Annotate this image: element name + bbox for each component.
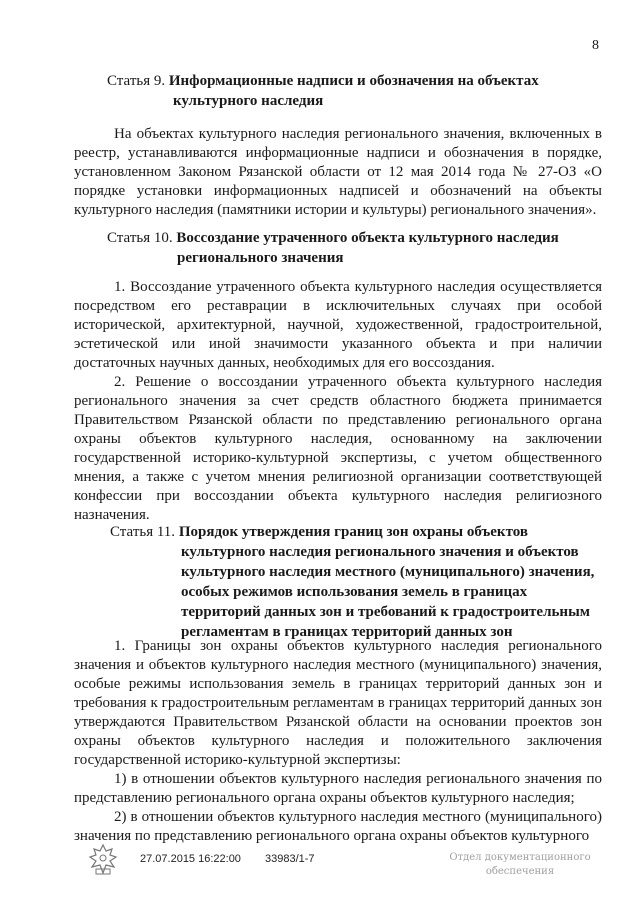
article-11-title-line-2: культурного наследия регионального значения и объектов <box>181 544 579 560</box>
article-9-paragraph-1: На объектах культурного наследия регионального значения, включенных в реестр, устанавливаются информационные надписи и обозначения в порядке, установленном Законом Рязанской области от 12 мая 2014 года № 27-ОЗ «О порядке установки информационных надписей и обозначений на объекты культурного наследия (памятники истории и культуры) регионального значения». <box>74 126 602 218</box>
article-10-title-line-1: Воссоздание утраченного объекта культурного наследия <box>176 230 559 246</box>
article-10-label: Статья 10. <box>107 230 173 246</box>
article-10-body <box>74 278 602 525</box>
article-11-body <box>74 637 602 846</box>
article-11-title-line-5: территорий данных зон и требований к градостроительным <box>181 604 590 620</box>
article-9-title-line-2: культурного наследия <box>173 93 324 109</box>
stamp-line-2: обеспечения <box>485 866 555 877</box>
article-11-title-line-4: особых режимов использования земель в границах <box>181 584 528 600</box>
article-10-paragraph-1: 1. Воссоздание утраченного объекта культурного наследия осуществляется посредством его реставрации в исключительных случаях при особой исторической, архитектурной, научной, художественной, градостроительной, эстетической или иной значимости указанного объекта и при наличии достаточных научных данных, необходимых для его воссоздания. <box>74 279 602 371</box>
footer-doc-number: 33983/1-7 <box>265 853 315 865</box>
article-11-title-line-3: культурного наследия местного (муниципального) значения, <box>181 564 595 580</box>
page-number: 8 <box>592 38 599 53</box>
article-10-paragraph-2: 2. Решение о воссоздании утраченного объекта культурного наследия регионального значения за счет средств областного бюджета принимается Правительством Рязанской области по представлению регионального органа охраны объектов культурного наследия, основанному на заключении государственной историко-культурной экспертизы, с учетом общественного мнения, а также с учетом мнения религиозной организации соответствующей конфессии при воссоздании объекта культурного наследия религиозного назначения. <box>74 374 602 523</box>
article-11-title-line-1: Порядок утверждения границ зон охраны объектов <box>178 524 528 540</box>
article-11-label: Статья 11. <box>110 524 176 540</box>
footer-datetime: 27.07.2015 16:22:00 <box>140 853 241 865</box>
article-11-heading <box>110 522 594 642</box>
article-9-title-line-1: Информационные надписи и обозначения на объектах <box>168 73 539 89</box>
document-stamp <box>440 851 600 879</box>
stamp-line-1: Отдел документационного <box>449 852 591 863</box>
article-11-item-1: 1) в отношении объектов культурного наследия регионального значения по представлению регионального органа охраны объектов культурного наследия; <box>74 771 602 806</box>
article-9-heading <box>107 71 539 111</box>
article-10-heading <box>107 228 559 268</box>
article-9-body <box>74 125 602 220</box>
coat-of-arms-icon <box>84 843 122 877</box>
article-11-item-2: 2) в отношении объектов культурного наследия местного (муниципального) значения по представлению регионального органа охраны объектов культурного <box>74 809 602 844</box>
article-11-title-line-6: регламентам в границах территорий данных зон <box>181 624 513 640</box>
article-10-title-line-2: регионального значения <box>177 250 344 266</box>
article-11-paragraph-1: 1. Границы зон охраны объектов культурного наследия регионального значения и объектов культурного наследия местного (муниципального) значения, особые режимы использования земель в границах территорий данных зон и требования к градостроительным регламентам в границах территорий данных зон утверждаются Правительством Рязанской области на основании проектов зон охраны объектов культурного наследия и положительного заключения государственной историко-культурной экспертизы: <box>74 638 602 768</box>
article-9-label: Статья 9. <box>107 73 166 89</box>
